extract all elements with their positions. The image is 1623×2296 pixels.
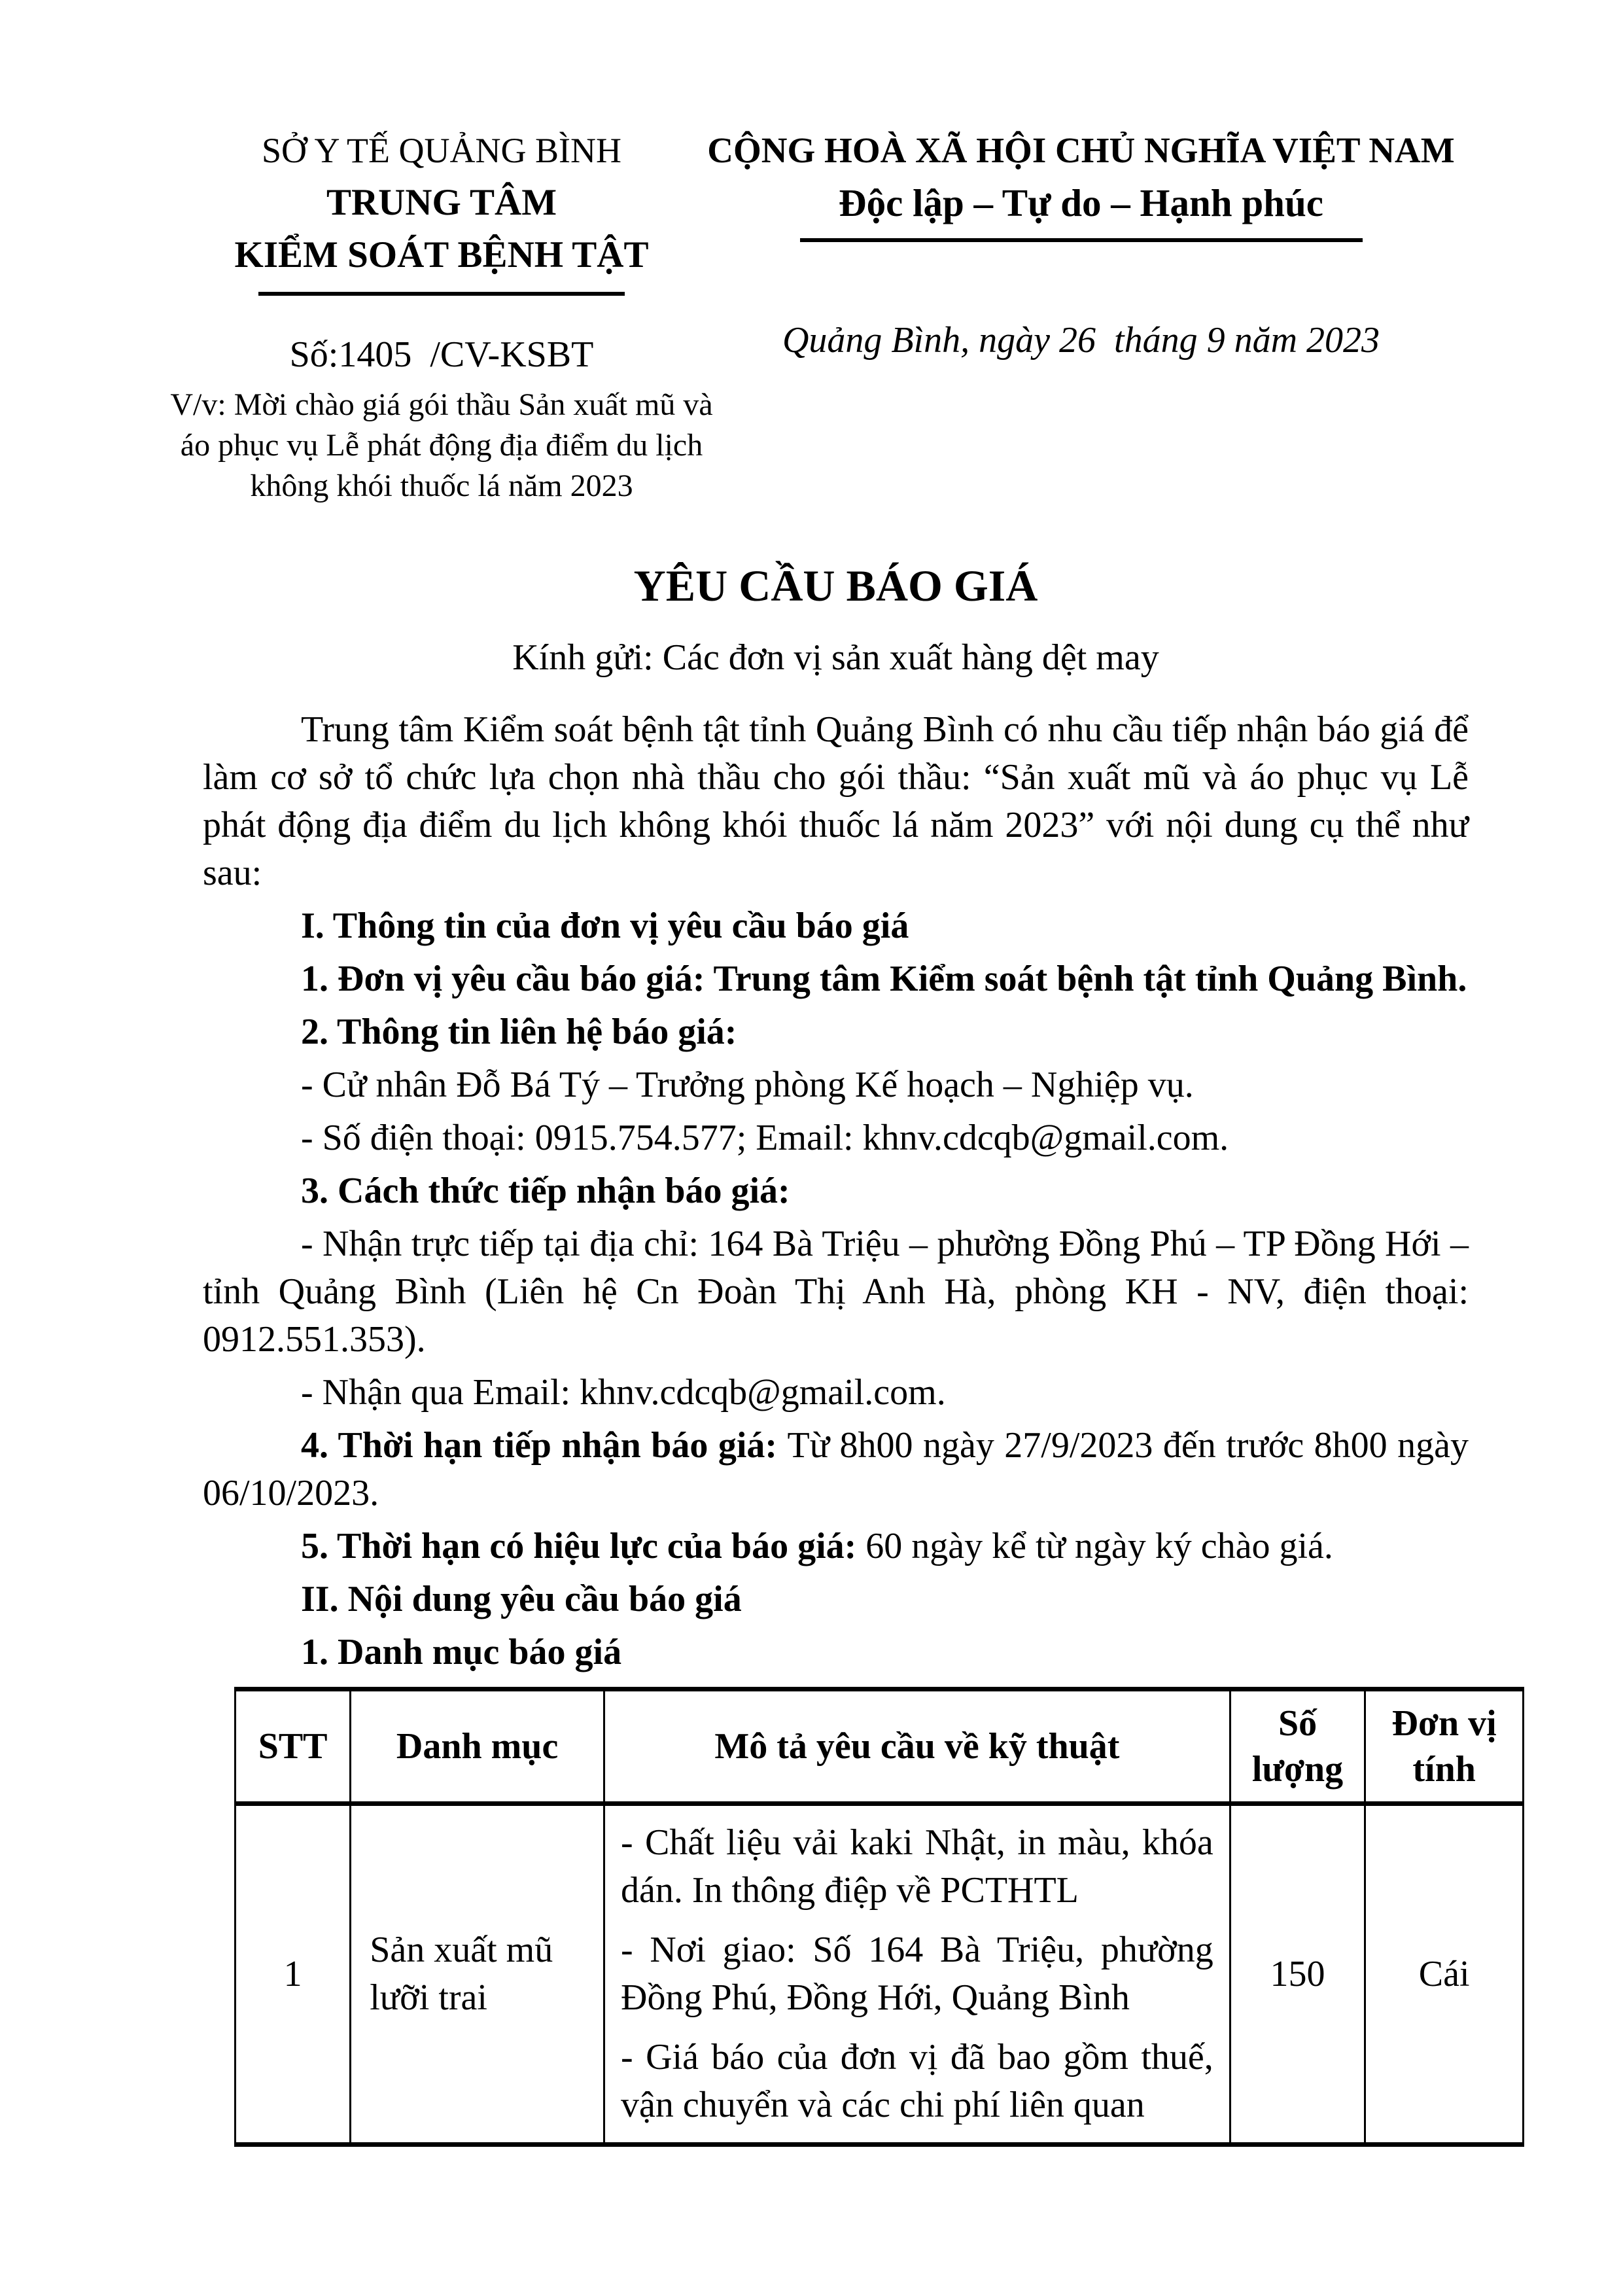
- spec-paragraph: - Nơi giao: Số 164 Bà Triệu, phường Đồng Phú, Đồng Hới, Quảng Bình: [621, 1930, 1213, 2018]
- quotation-table: [234, 1687, 1524, 2147]
- table-row: [236, 1804, 1524, 2145]
- paragraph-lead-bold: I. Thông tin của đơn vị yêu cầu báo giá: [301, 906, 909, 946]
- body-paragraph: [203, 1629, 1469, 1676]
- table-header-cell: Mô tả yêu cầu về kỹ thuật: [604, 1689, 1230, 1804]
- body-paragraph: [203, 902, 1469, 950]
- body-paragraph: [203, 1167, 1469, 1215]
- salutation-line: Kính gửi: Các đơn vị sản xuất hàng dệt may: [512, 637, 1159, 678]
- national-title: CỘNG HOÀ XÃ HỘI CHỦ NGHĨA VIỆT NAM: [707, 130, 1455, 170]
- table-header-cell: Đơn vị tính: [1365, 1689, 1524, 1804]
- table-header-cell: Số lượng: [1230, 1689, 1365, 1804]
- issuing-org-block: [170, 124, 713, 506]
- spec-paragraph: - Chất liệu vải kaki Nhật, in màu, khóa dán. In thông điệp về PCTHTL: [621, 1822, 1213, 1911]
- body-paragraph: [203, 955, 1469, 1003]
- body-paragraph: [203, 1422, 1469, 1517]
- cell-specs: [604, 1804, 1230, 2145]
- cell-stt: 1: [236, 1804, 351, 2145]
- org-name-line1: TRUNG TÂM: [326, 182, 557, 223]
- paragraph-lead-bold: 2. Thông tin liên hệ báo giá:: [301, 1012, 737, 1052]
- body-paragraph: [203, 1061, 1469, 1109]
- document-header: [170, 124, 1469, 506]
- document-subject: V/v: Mời chào giá gói thầu Sản xuất mũ và áo phục vụ Lễ phát động địa điểm du lịch không khói thuốc lá năm 2023: [170, 387, 713, 503]
- cell-unit: Cái: [1365, 1804, 1524, 2145]
- org-divider: [258, 292, 625, 296]
- paragraph-lead-bold: II. Nội dung yêu cầu báo giá: [301, 1579, 742, 1619]
- cell-item-name: Sản xuất mũ lưỡi trai: [351, 1804, 604, 2145]
- motto-divider: [800, 238, 1363, 242]
- paragraph-lead-bold: 1. Đơn vị yêu cầu báo giá: Trung tâm Kiểm soát bệnh tật tỉnh Quảng Bình.: [301, 959, 1467, 999]
- place-date-line: Quảng Bình, ngày 26 tháng 9 năm 2023: [782, 320, 1380, 361]
- paragraph-text: - Nhận trực tiếp tại địa chỉ: 164 Bà Triệu – phường Đồng Phú – TP Đồng Hới – tỉnh Quảng Bình (Liên hệ Cn Đoàn Thị Anh Hà, phòng KH - NV, điện thoại: 0912.551.353).: [203, 1224, 1469, 1360]
- org-parent-name: SỞ Y TẾ QUẢNG BÌNH: [262, 131, 621, 170]
- org-name-line2: KIỂM SOÁT BỆNH TẬT: [234, 234, 649, 275]
- paragraph-text: Trung tâm Kiểm soát bệnh tật tỉnh Quảng Bình có nhu cầu tiếp nhận báo giá để làm cơ sở tổ chức lựa chọn nhà thầu cho gói thầu: “Sản xuất mũ và áo phục vụ Lễ phát động địa điểm du lịch không khói thuốc lá năm 2023” với nội dung cụ thể như sau:: [203, 709, 1469, 893]
- body-paragraph: [203, 706, 1469, 897]
- table-header-row: [236, 1689, 1524, 1804]
- paragraph-text: - Cử nhân Đỗ Bá Tý – Trưởng phòng Kế hoạch – Nghiệp vụ.: [301, 1065, 1194, 1105]
- paragraph-lead-bold: 4. Thời hạn tiếp nhận báo giá:: [301, 1425, 788, 1466]
- national-motto: Độc lập – Tự do – Hạnh phúc: [839, 181, 1323, 224]
- body-paragraph: [203, 1369, 1469, 1417]
- body-paragraph: [203, 1220, 1469, 1364]
- paragraph-text: 60 ngày kể từ ngày ký chào giá.: [865, 1526, 1333, 1566]
- national-motto-block: [693, 124, 1469, 361]
- table-header-cell: Danh mục: [351, 1689, 604, 1804]
- paragraph-lead-bold: 3. Cách thức tiếp nhận báo giá:: [301, 1171, 790, 1211]
- spec-paragraph: - Giá báo của đơn vị đã bao gồm thuế, vận chuyển và các chi phí liên quan: [621, 2037, 1213, 2125]
- body-paragraph: [203, 1114, 1469, 1162]
- paragraph-lead-bold: 1. Danh mục báo giá: [301, 1632, 622, 1672]
- table-body: [236, 1804, 1524, 2145]
- paragraph-text: Từ 8h00 ngày 27/9/2023 đến trước 8h00 ngày 06/10/2023.: [203, 1425, 1469, 1513]
- page-title: YÊU CẦU BÁO GIÁ: [633, 561, 1038, 610]
- paragraph-text: - Nhận qua Email: khnv.cdcqb@gmail.com.: [301, 1372, 946, 1413]
- table-header-cell: STT: [236, 1689, 351, 1804]
- body-paragraph: [203, 1008, 1469, 1056]
- body-paragraph: [203, 1576, 1469, 1623]
- cell-quantity: 150: [1230, 1804, 1365, 2145]
- body-paragraph: [203, 1523, 1469, 1570]
- document-number: Số:1405 /CV-KSBT: [289, 334, 594, 375]
- body-paragraphs: [203, 706, 1469, 1676]
- paragraph-lead-bold: 5. Thời hạn có hiệu lực của báo giá:: [301, 1526, 866, 1566]
- paragraph-text: - Số điện thoại: 0915.754.577; Email: khnv.cdcqb@gmail.com.: [301, 1118, 1229, 1158]
